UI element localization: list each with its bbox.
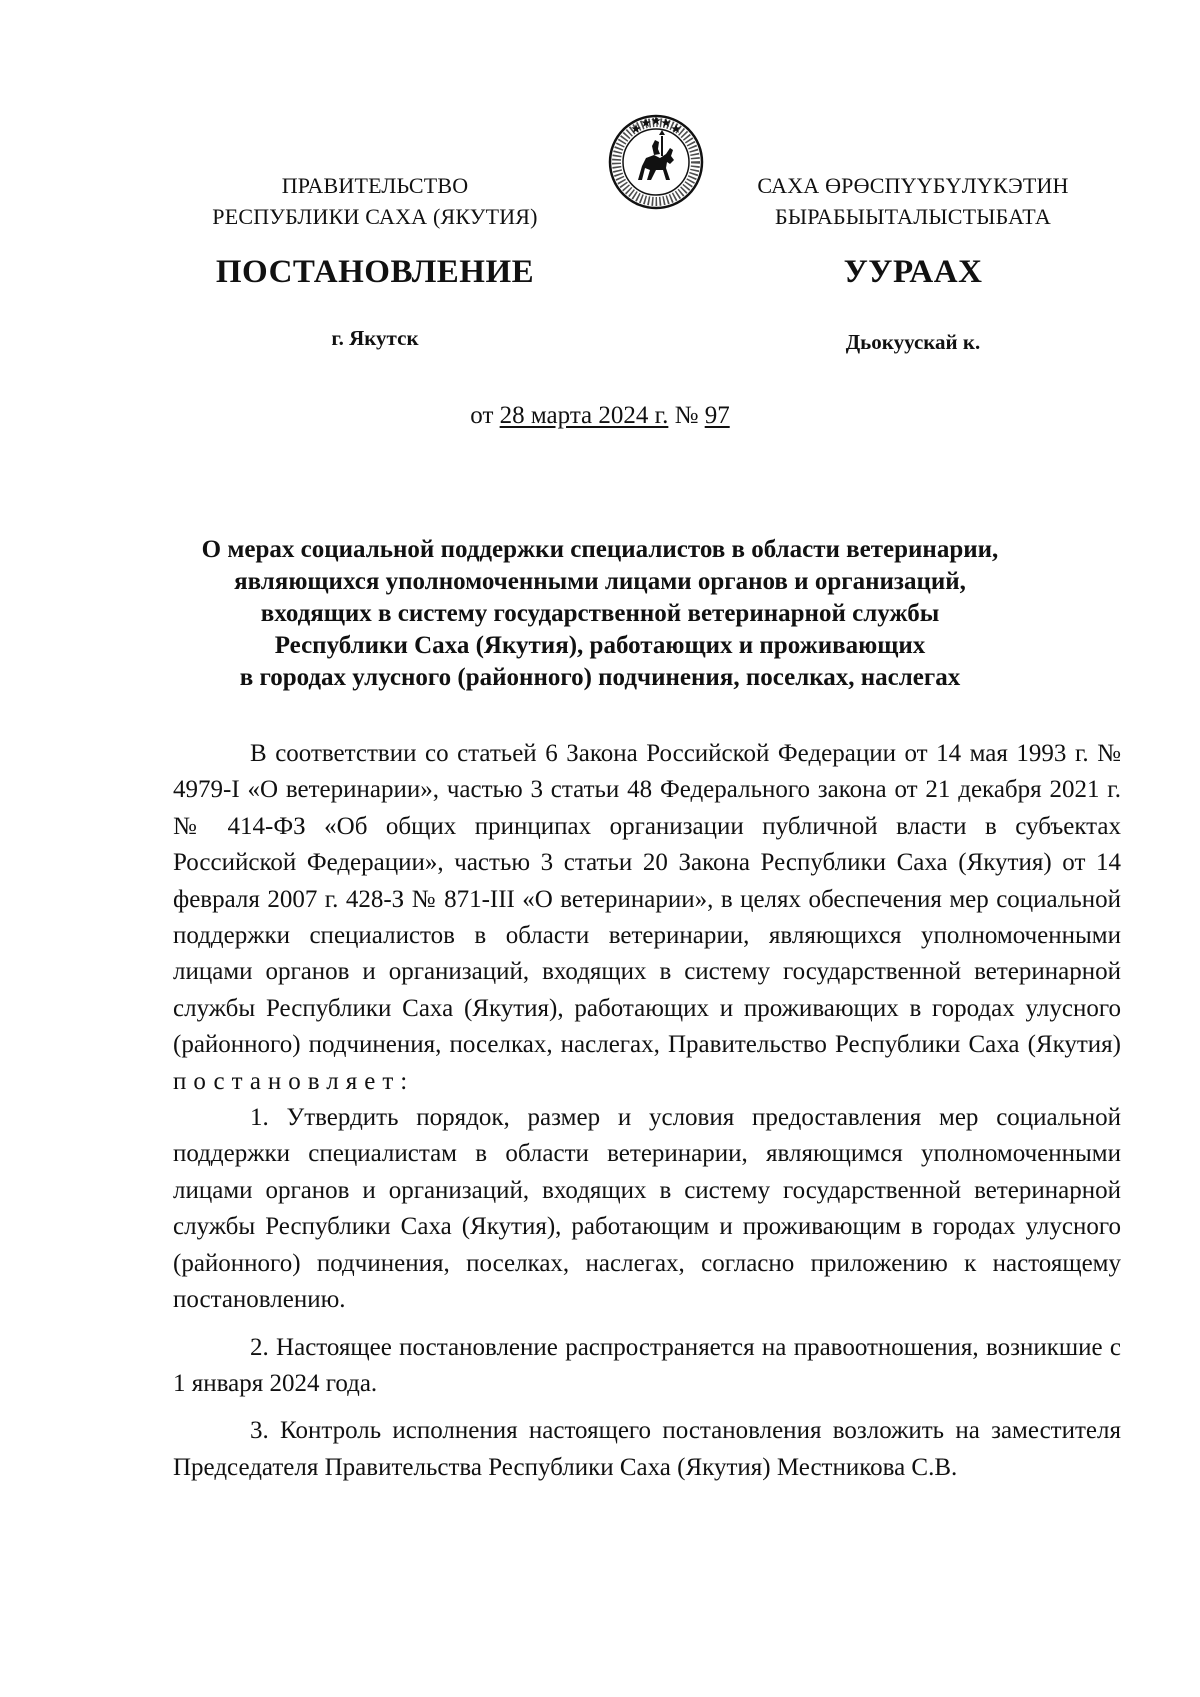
document-number: 97: [704, 402, 730, 429]
number-sign: №: [674, 402, 699, 429]
date-prefix: от: [470, 402, 494, 429]
decree-word: постановляет:: [173, 1067, 415, 1095]
title-line: в городах улусного (районного) подчинения, поселках, наслегах: [239, 664, 961, 691]
government-name-sakha: [712, 170, 1114, 232]
preamble-text: В соответствии со статьей 6 Закона Российской Федерации от 14 мая 1993 г. № 4979-I «О ветеринарии», частью 3 статьи 48 Федерального закона от 21 декабря 2021 г. № 414-ФЗ «Об общих принципах организации публичной власти в субъектах Российской Федерации», частью 3 статьи 20 Закона Республики Саха (Якутия) от 14 февраля 2007 г. 428-З № 871-III «О ветеринарии», в целях обеспечения мер социальной поддержки специалистов в области ветеринарии, являющихся уполномоченными лицами органов и организаций, входящих в систему государственной ветеринарной службы Республики Саха (Якутия), работающих и проживающих в городах улусного (районного) подчинения, поселках, наслегах, Правительство Республики Саха (Якутия): [173, 740, 1121, 1059]
org-line-2: БЫРАБЫЫТАЛЫСТЫБАТА: [775, 204, 1051, 229]
org-line-1: САХА ӨРӨСПҮҮБҮЛҮКЭТИН: [757, 173, 1069, 198]
preamble-paragraph: [173, 736, 1121, 1100]
title-line: Республики Саха (Якутия), работающих и проживающих: [274, 632, 926, 659]
clause-3: 3. Контроль исполнения настоящего постановления возложить на заместителя Председателя Правительства Республики Саха (Якутия) Местникова С.В.: [173, 1417, 1121, 1481]
clause-1: 1. Утвердить порядок, размер и условия предоставления мер социальной поддержки специалистам в области ветеринарии, являющимся уполномоченными лицами органов и организаций, входящих в систему государственной ветеринарной службы Республики Саха (Якутия), работающим и проживающим в городах улусного (районного) подчинения, поселках, наслегах, согласно приложению к настоящему постановлению.: [173, 1104, 1121, 1314]
coat-of-arms-emblem-icon: [604, 108, 708, 212]
org-line-2: РЕСПУБЛИКИ САХА (ЯКУТИЯ): [212, 204, 538, 229]
city-russian: г. Якутск: [331, 326, 419, 350]
title-line: входящих в систему государственной ветеринарной службы: [260, 600, 940, 627]
title-line: О мерах социальной поддержки специалистов в области ветеринарии,: [201, 536, 999, 563]
document-body: [173, 736, 1121, 1486]
document-title: [150, 534, 1050, 694]
city-sakha: Дьокуускай к.: [845, 330, 981, 354]
org-line-1: ПРАВИТЕЛЬСТВО: [281, 173, 469, 198]
date-number-line: [0, 402, 1200, 430]
government-name-russian: [140, 170, 610, 232]
title-line: являющихся уполномоченными лицами органов и организаций,: [234, 568, 966, 595]
clause-2: 2. Настоящее постановление распространяется на правоотношения, возникшие с 1 января 2024 года.: [173, 1333, 1121, 1397]
document-type-sakha: УУРААХ: [843, 254, 983, 290]
document-type-russian: ПОСТАНОВЛЕНИЕ: [215, 254, 535, 290]
document-date: 28 марта 2024 г.: [499, 402, 669, 429]
